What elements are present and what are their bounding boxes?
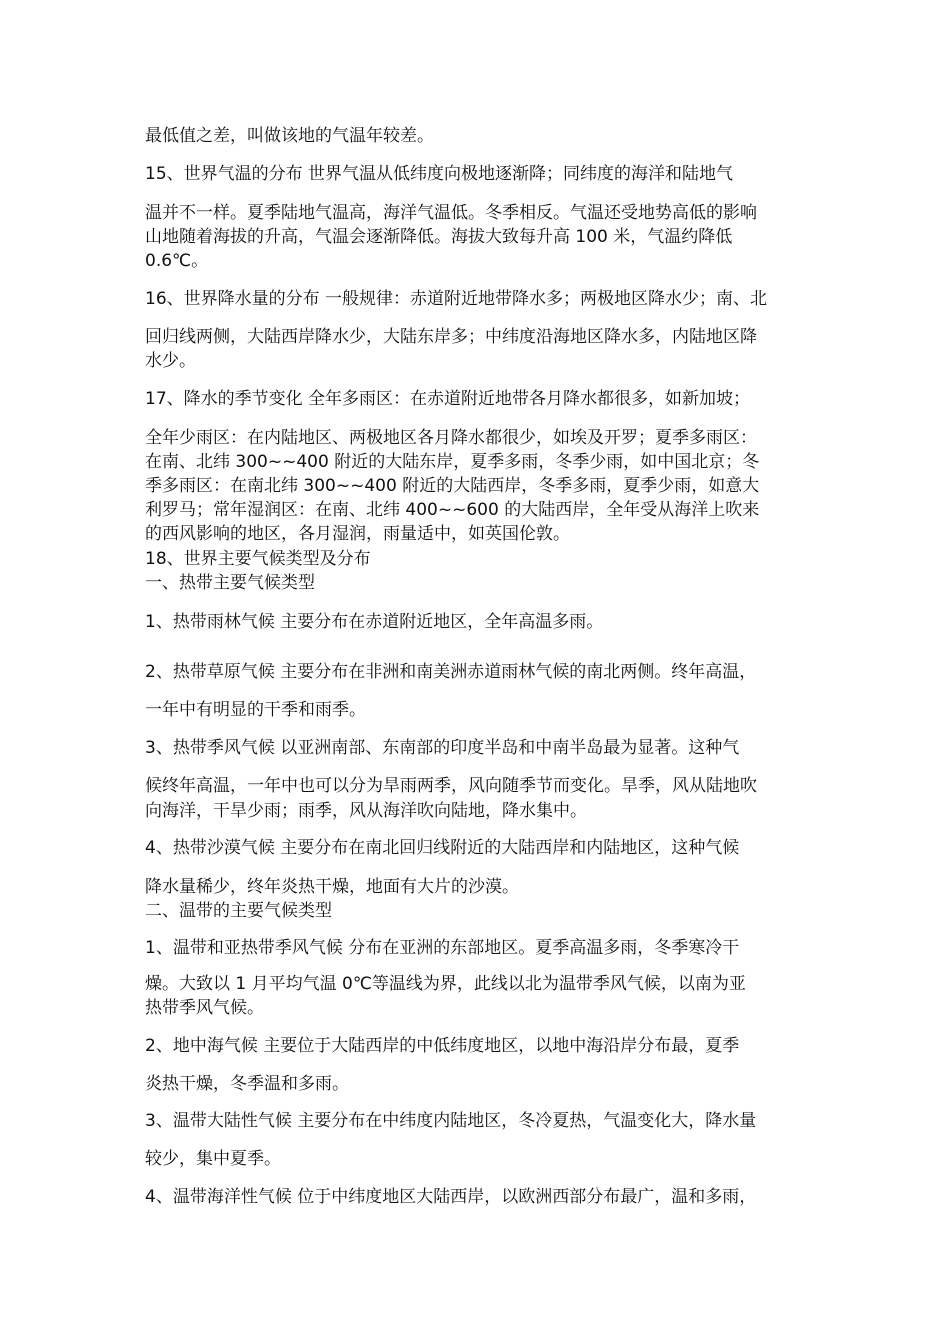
- text-line: 最低值之差，叫做该地的气温年较差。: [145, 126, 434, 146]
- text-line: 一年中有明显的干季和雨季。: [145, 700, 366, 720]
- text-line: 3、温带大陆性气候 主要分布在中纬度内陆地区，冬冷夏热，气温变化大，降水量: [145, 1111, 757, 1131]
- text-line: 候终年高温，一年中也可以分为旱雨两季，风向随季节而变化。旱季，风从陆地吹: [145, 776, 757, 796]
- text-line: 在南、北纬 300~~400 附近的大陆东岸，夏季多雨，冬季少雨，如中国北京；冬: [145, 452, 760, 472]
- text-line: 水少。: [145, 351, 196, 371]
- text-line: 1、热带雨林气候 主要分布在赤道附近地区，全年高温多雨。: [145, 612, 604, 632]
- text-line: 热带季风气候。: [145, 998, 264, 1018]
- text-line: 燥。大致以 1 月平均气温 0℃等温线为界，此线以北为温带季风气候，以南为亚: [145, 974, 746, 994]
- text-line: 降水量稀少，终年炎热干燥，地面有大片的沙漠。: [145, 877, 519, 897]
- section-heading: 18、世界主要气候类型及分布: [145, 549, 371, 569]
- text-line: 山地随着海拔的升高，气温会逐渐降低。海拔大致每升高 100 米，气温约降低: [145, 227, 733, 247]
- text-line: 2、热带草原气候 主要分布在非洲和南美洲赤道雨林气候的南北两侧。终年高温，: [145, 662, 757, 682]
- text-line: 17、降水的季节变化 全年多雨区：在赤道附近地带各月降水都很多，如新加坡；: [145, 389, 751, 409]
- text-line: 温并不一样。夏季陆地气温高，海洋气温低。冬季相反。气温还受地势高低的影响: [145, 203, 757, 223]
- text-line: 全年少雨区：在内陆地区、两极地区各月降水都很少，如埃及开罗；夏季多雨区：: [145, 428, 757, 448]
- text-line: 炎热干燥，冬季温和多雨。: [145, 1074, 349, 1094]
- text-line: 向海洋，干旱少雨；雨季，风从海洋吹向陆地，降水集中。: [145, 801, 587, 821]
- text-line: 季多雨区：在南北纬 300~~400 附近的大陆西岸，冬季多雨，夏季少雨，如意大: [145, 476, 760, 496]
- text-line: 4、热带沙漠气候 主要分布在南北回归线附近的大陆西岸和内陆地区，这种气候: [145, 838, 740, 858]
- text-line: 的西风影响的地区，各月湿润，雨量适中，如英国伦敦。: [145, 524, 570, 544]
- subsection-heading: 二、温带的主要气候类型: [145, 901, 332, 921]
- text-line: 1、温带和亚热带季风气候 分布在亚洲的东部地区。夏季高温多雨，冬季寒冷干: [145, 938, 740, 958]
- text-line: 0.6℃。: [145, 251, 209, 271]
- subsection-heading: 一、热带主要气候类型: [145, 573, 315, 593]
- text-line: 利罗马；常年湿润区：在南、北纬 400~~600 的大陆西岸，全年受从海洋上吹来: [145, 500, 760, 520]
- text-line: 2、地中海气候 主要位于大陆西岸的中低纬度地区，以地中海沿岸分布最，夏季: [145, 1036, 740, 1056]
- text-line: 较少，集中夏季。: [145, 1149, 281, 1169]
- text-line: 15、世界气温的分布 世界气温从低纬度向极地逐渐降；同纬度的海洋和陆地气: [145, 164, 734, 184]
- text-line: 16、世界降水量的分布 一般规律：赤道附近地带降水多；两极地区降水少；南、北: [145, 289, 768, 309]
- text-line: 4、温带海洋性气候 位于中纬度地区大陆西岸，以欧洲西部分布最广，温和多雨，: [145, 1187, 757, 1207]
- text-line: 3、热带季风气候 以亚洲南部、东南部的印度半岛和中南半岛最为显著。这种气: [145, 738, 740, 758]
- text-line: 回归线两侧，大陆西岸降水少，大陆东岸多；中纬度沿海地区降水多，内陆地区降: [145, 327, 757, 347]
